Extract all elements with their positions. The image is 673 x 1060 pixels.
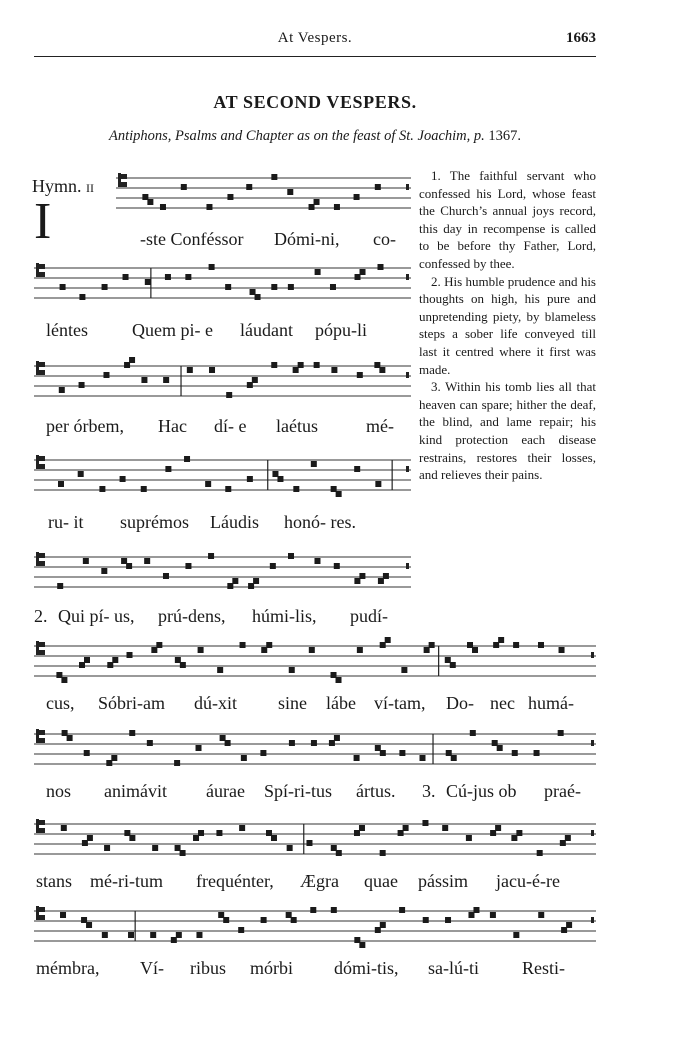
lyric-syllable: dú-xit xyxy=(194,693,237,713)
lyric-line xyxy=(0,781,620,807)
neume xyxy=(271,284,277,290)
neume xyxy=(287,189,293,195)
neume xyxy=(306,840,312,846)
neume xyxy=(165,274,171,280)
clef-head xyxy=(39,561,45,566)
rubric-page-ref: 1367. xyxy=(488,128,522,144)
hymn-mode: II xyxy=(86,181,94,195)
neume xyxy=(129,357,135,363)
lyric-syllable: quae xyxy=(364,871,398,891)
chant-staff xyxy=(34,551,411,597)
lyric-syllable: sine xyxy=(278,693,307,713)
neume xyxy=(288,553,294,559)
neume xyxy=(336,850,342,856)
lyric-syllable: laétus xyxy=(276,416,318,436)
neume xyxy=(209,264,215,270)
neume xyxy=(289,740,295,746)
neume xyxy=(261,917,267,923)
neume xyxy=(59,387,65,393)
neume xyxy=(150,932,156,938)
neume xyxy=(260,750,266,756)
lyric-syllable: suprémos xyxy=(120,512,189,532)
neume xyxy=(334,204,340,210)
neume xyxy=(331,367,337,373)
clef-head xyxy=(39,828,45,833)
neume xyxy=(360,269,366,275)
neume xyxy=(104,845,110,851)
clef-head xyxy=(39,738,45,743)
clef-stem xyxy=(118,173,121,187)
neume xyxy=(112,657,118,663)
neume xyxy=(102,932,108,938)
staff-drawing xyxy=(116,172,411,218)
neume xyxy=(176,932,182,938)
neume xyxy=(287,845,293,851)
clef-head xyxy=(39,264,45,269)
neume xyxy=(513,932,519,938)
neume xyxy=(84,657,90,663)
neume xyxy=(354,194,360,200)
neume xyxy=(315,269,321,275)
chant-staff xyxy=(34,454,411,500)
clef-head xyxy=(39,730,45,735)
neume xyxy=(565,835,571,841)
neume xyxy=(375,184,381,190)
neume xyxy=(144,558,150,564)
neume xyxy=(123,274,129,280)
chant-staff xyxy=(34,728,596,774)
neume xyxy=(380,922,386,928)
lyric-line xyxy=(0,512,420,538)
clef-head xyxy=(121,182,127,187)
neume xyxy=(147,199,153,205)
lyric-syllable: mé-ri-tum xyxy=(90,871,163,891)
neume xyxy=(120,476,126,482)
hymn-word: Hymn. xyxy=(32,176,82,196)
neume xyxy=(180,850,186,856)
neume xyxy=(336,677,342,683)
neume xyxy=(291,917,297,923)
clef-stem xyxy=(36,729,39,743)
lyric-syllable: 3. xyxy=(422,781,436,801)
neume xyxy=(163,377,169,383)
staff-drawing xyxy=(34,818,596,864)
neume xyxy=(375,481,381,487)
neume xyxy=(271,362,277,368)
neume xyxy=(128,932,134,938)
neume xyxy=(101,568,107,574)
neume xyxy=(516,830,522,836)
clef-head xyxy=(39,642,45,647)
lyric-syllable: mémbra, xyxy=(36,958,100,978)
neume xyxy=(357,372,363,378)
neume xyxy=(266,642,272,648)
clef-head xyxy=(39,456,45,461)
translation-stanza: 1. The faithful servant who confessed his Lord, whose feast the Church’s annual joys record, this day in recompense is called to be before thy Father, Lord, confessed by thee. xyxy=(419,168,596,271)
clef-stem xyxy=(36,819,39,833)
neume xyxy=(399,750,405,756)
neume xyxy=(490,912,496,918)
clef-head xyxy=(39,272,45,277)
custos xyxy=(406,274,409,280)
neume xyxy=(271,174,277,180)
neume xyxy=(87,835,93,841)
neume xyxy=(422,820,428,826)
section-heading: AT SECOND VESPERS. xyxy=(213,92,417,112)
neume xyxy=(293,486,299,492)
neume xyxy=(566,922,572,928)
neume xyxy=(534,750,540,756)
initial-letter: I xyxy=(34,193,52,250)
neume xyxy=(184,456,190,462)
header-rule xyxy=(34,56,596,57)
neume xyxy=(445,917,451,923)
neume xyxy=(429,642,435,648)
neume xyxy=(538,912,544,918)
neume xyxy=(198,830,204,836)
lyric-syllable: per órbem, xyxy=(46,416,124,436)
clef-head xyxy=(39,464,45,469)
neume xyxy=(354,466,360,472)
clef-head xyxy=(39,370,45,375)
lyric-syllable: léntes xyxy=(46,320,88,340)
neume xyxy=(129,730,135,736)
neume xyxy=(357,647,363,653)
clef-stem xyxy=(36,552,39,566)
neume xyxy=(225,486,231,492)
neume xyxy=(57,583,63,589)
neume xyxy=(205,481,211,487)
neume xyxy=(334,735,340,741)
neume xyxy=(247,476,253,482)
neume xyxy=(271,835,277,841)
neume xyxy=(209,367,215,373)
custos xyxy=(591,740,594,746)
neume xyxy=(466,835,472,841)
lyric-syllable: pudí- xyxy=(350,606,388,626)
chant-staff xyxy=(34,640,596,686)
neume xyxy=(472,647,478,653)
clef-stem xyxy=(36,455,39,469)
lyric-syllable: pássim xyxy=(418,871,469,891)
neume xyxy=(359,573,365,579)
running-head xyxy=(34,30,596,52)
lyric-line xyxy=(0,229,420,255)
lyric-syllable: praé- xyxy=(544,781,581,801)
chant-staff xyxy=(34,360,411,406)
clef-head xyxy=(39,362,45,367)
lyric-line xyxy=(0,606,420,632)
chant-staff xyxy=(116,172,411,218)
neume xyxy=(277,476,283,482)
neume xyxy=(163,573,169,579)
lyric-syllable: ví-tam, xyxy=(374,693,426,713)
neume xyxy=(225,740,231,746)
neume xyxy=(383,573,389,579)
neume xyxy=(160,204,166,210)
neume xyxy=(239,825,245,831)
clef-stem xyxy=(36,263,39,277)
neume xyxy=(152,845,158,851)
neume xyxy=(83,558,89,564)
neume xyxy=(401,667,407,673)
lyric-syllable: honó- res. xyxy=(284,512,356,532)
neume xyxy=(126,563,132,569)
lyric-syllable: lábe xyxy=(326,693,356,713)
neume xyxy=(334,563,340,569)
neume xyxy=(141,377,147,383)
lyric-syllable: ribus xyxy=(190,958,226,978)
running-title: At Vespers. xyxy=(277,30,353,46)
neume xyxy=(309,647,315,653)
lyric-syllable: cus, xyxy=(46,693,75,713)
lyric-syllable: Resti- xyxy=(522,958,565,978)
neume xyxy=(111,755,117,761)
lyric-syllable: Qui pí- us, xyxy=(58,606,135,626)
lyric-syllable: húmi-lis, xyxy=(252,606,317,626)
custos xyxy=(591,830,594,836)
custos xyxy=(406,466,409,472)
neume xyxy=(419,755,425,761)
neume xyxy=(141,486,147,492)
custos xyxy=(406,563,409,569)
neume xyxy=(537,850,543,856)
neume xyxy=(498,637,504,643)
neume xyxy=(86,922,92,928)
clef-stem xyxy=(36,641,39,655)
lyric-syllable: stans xyxy=(36,871,72,891)
neume xyxy=(473,907,479,913)
neume xyxy=(127,652,133,658)
lyric-syllable: mé- xyxy=(366,416,394,436)
clef-stem xyxy=(36,361,39,375)
staff-drawing xyxy=(34,360,411,406)
neume xyxy=(559,647,565,653)
lyric-syllable: 2. xyxy=(34,606,48,626)
chant-staff xyxy=(34,818,596,864)
rubric xyxy=(34,128,596,145)
lyric-syllable: sa-lú-ti xyxy=(428,958,479,978)
lyric-syllable: láudant xyxy=(240,320,293,340)
lyric-syllable: dómi-tis, xyxy=(334,958,399,978)
neume xyxy=(512,750,518,756)
lyric-syllable: Quem pi- e xyxy=(132,320,213,340)
neume xyxy=(403,825,409,831)
neume xyxy=(227,194,233,200)
neume xyxy=(495,825,501,831)
translation-stanza: 3. Within his tomb lies all that heaven can spare; hither the deaf, the blind, and lame repair; his kind protection each disease restrains, restores their losses, and relieves their pains. xyxy=(419,379,596,483)
neume xyxy=(147,740,153,746)
chant-staff xyxy=(34,262,411,308)
neume xyxy=(314,362,320,368)
staff-drawing xyxy=(34,454,411,500)
neume xyxy=(359,825,365,831)
staff-drawing xyxy=(34,905,596,951)
lyric-line xyxy=(0,871,620,897)
custos xyxy=(406,184,409,190)
lyric-syllable: Hac xyxy=(158,416,187,436)
lyric-line xyxy=(0,416,420,442)
neume xyxy=(255,294,261,300)
neume xyxy=(331,907,337,913)
neume xyxy=(78,471,84,477)
neume xyxy=(225,284,231,290)
clef-head xyxy=(39,915,45,920)
clef-head xyxy=(39,907,45,912)
lyric-syllable: prú-dens, xyxy=(158,606,226,626)
staff-drawing xyxy=(34,551,411,597)
neume xyxy=(238,927,244,933)
lyric-line xyxy=(0,958,620,984)
custos xyxy=(406,372,409,378)
neume xyxy=(79,294,85,300)
neume xyxy=(385,637,391,643)
neume xyxy=(246,184,252,190)
neume xyxy=(378,264,384,270)
neume xyxy=(359,942,365,948)
neume xyxy=(241,755,247,761)
neume xyxy=(253,578,259,584)
neume xyxy=(310,907,316,913)
neume xyxy=(99,486,105,492)
lyric-syllable: pópu-li xyxy=(315,320,367,340)
page-number: 1663 xyxy=(566,30,596,46)
neume xyxy=(198,647,204,653)
clef-head xyxy=(39,553,45,558)
custos xyxy=(591,652,594,658)
lyric-syllable: Sóbri-am xyxy=(98,693,165,713)
lyric-syllable: mórbi xyxy=(250,958,293,978)
lyric-syllable: áurae xyxy=(206,781,245,801)
neume xyxy=(61,677,67,683)
staff-drawing xyxy=(34,728,596,774)
lyric-line xyxy=(0,320,420,346)
neume xyxy=(451,755,457,761)
rubric-text: Antiphons, Psalms and Chapter as on the feast of St. Joachim, p. xyxy=(108,128,485,144)
lyric-syllable: animávit xyxy=(104,781,167,801)
custos xyxy=(591,917,594,923)
neume xyxy=(450,662,456,668)
neume xyxy=(354,755,360,761)
neume xyxy=(102,284,108,290)
lyric-syllable: Ví- xyxy=(140,958,164,978)
chant-staff xyxy=(34,905,596,951)
neume xyxy=(60,912,66,918)
lyric-syllable: Dómi-ni, xyxy=(274,229,340,249)
neume xyxy=(513,642,519,648)
neume xyxy=(497,745,503,751)
clef-head xyxy=(121,174,127,179)
neume xyxy=(196,745,202,751)
neume xyxy=(314,558,320,564)
neume xyxy=(185,274,191,280)
lyric-syllable: jacu-é-re xyxy=(496,871,560,891)
neume xyxy=(399,907,405,913)
clef-stem xyxy=(36,906,39,920)
neume xyxy=(156,642,162,648)
lyric-syllable: Do- xyxy=(446,693,474,713)
neume xyxy=(423,917,429,923)
neume xyxy=(240,642,246,648)
neume xyxy=(379,367,385,373)
neume xyxy=(380,850,386,856)
neume xyxy=(232,578,238,584)
neume xyxy=(223,917,229,923)
neume xyxy=(216,830,222,836)
neume xyxy=(336,491,342,497)
neume xyxy=(217,667,223,673)
neume xyxy=(206,204,212,210)
lyric-syllable: ru- it xyxy=(48,512,84,532)
neume xyxy=(311,461,317,467)
neume xyxy=(196,932,202,938)
lyric-syllable: frequénter, xyxy=(196,871,274,891)
lyric-syllable: Cú-jus ob xyxy=(446,781,517,801)
lyric-syllable: nec xyxy=(490,693,515,713)
neume xyxy=(61,825,67,831)
neume xyxy=(60,284,66,290)
neume xyxy=(252,377,258,383)
lyric-syllable: nos xyxy=(46,781,72,801)
neume xyxy=(470,730,476,736)
lyric-syllable: Ægra xyxy=(300,871,339,891)
lyric-syllable: co- xyxy=(373,229,396,249)
translation-stanza: 2. His humble prudence and his thoughts on high, his pure and unpretending piety, by blameless steps a sober life conveyed till last it centred where it first was made. xyxy=(419,273,596,377)
neume xyxy=(103,372,109,378)
neume xyxy=(380,750,386,756)
neume xyxy=(129,835,135,841)
neume xyxy=(145,279,151,285)
neume xyxy=(558,730,564,736)
neume xyxy=(311,740,317,746)
clef-head xyxy=(39,820,45,825)
neume xyxy=(185,563,191,569)
staff-drawing xyxy=(34,262,411,308)
neume xyxy=(442,825,448,831)
neume xyxy=(298,362,304,368)
lyric-line xyxy=(0,693,620,719)
neume xyxy=(79,382,85,388)
lyric-syllable: dí- e xyxy=(214,416,247,436)
neume xyxy=(314,199,320,205)
lyric-syllable: ártus. xyxy=(356,781,396,801)
neume xyxy=(208,553,214,559)
neume xyxy=(174,760,180,766)
neume xyxy=(67,735,73,741)
english-translation xyxy=(419,167,596,484)
neume xyxy=(538,642,544,648)
lyric-syllable: Láudis xyxy=(210,512,259,532)
neume xyxy=(187,367,193,373)
lyric-syllable: Spí-ri-tus xyxy=(264,781,333,801)
neume xyxy=(226,392,232,398)
clef-head xyxy=(39,650,45,655)
neume xyxy=(289,667,295,673)
neume xyxy=(270,563,276,569)
lyric-syllable: humá- xyxy=(528,693,574,713)
neume xyxy=(181,184,187,190)
lyric-syllable: -ste Conféssor xyxy=(140,229,244,249)
staff-drawing xyxy=(34,640,596,686)
neume xyxy=(330,284,336,290)
neume xyxy=(84,750,90,756)
neume xyxy=(288,284,294,290)
neume xyxy=(180,662,186,668)
neume xyxy=(165,466,171,472)
neume xyxy=(58,481,64,487)
